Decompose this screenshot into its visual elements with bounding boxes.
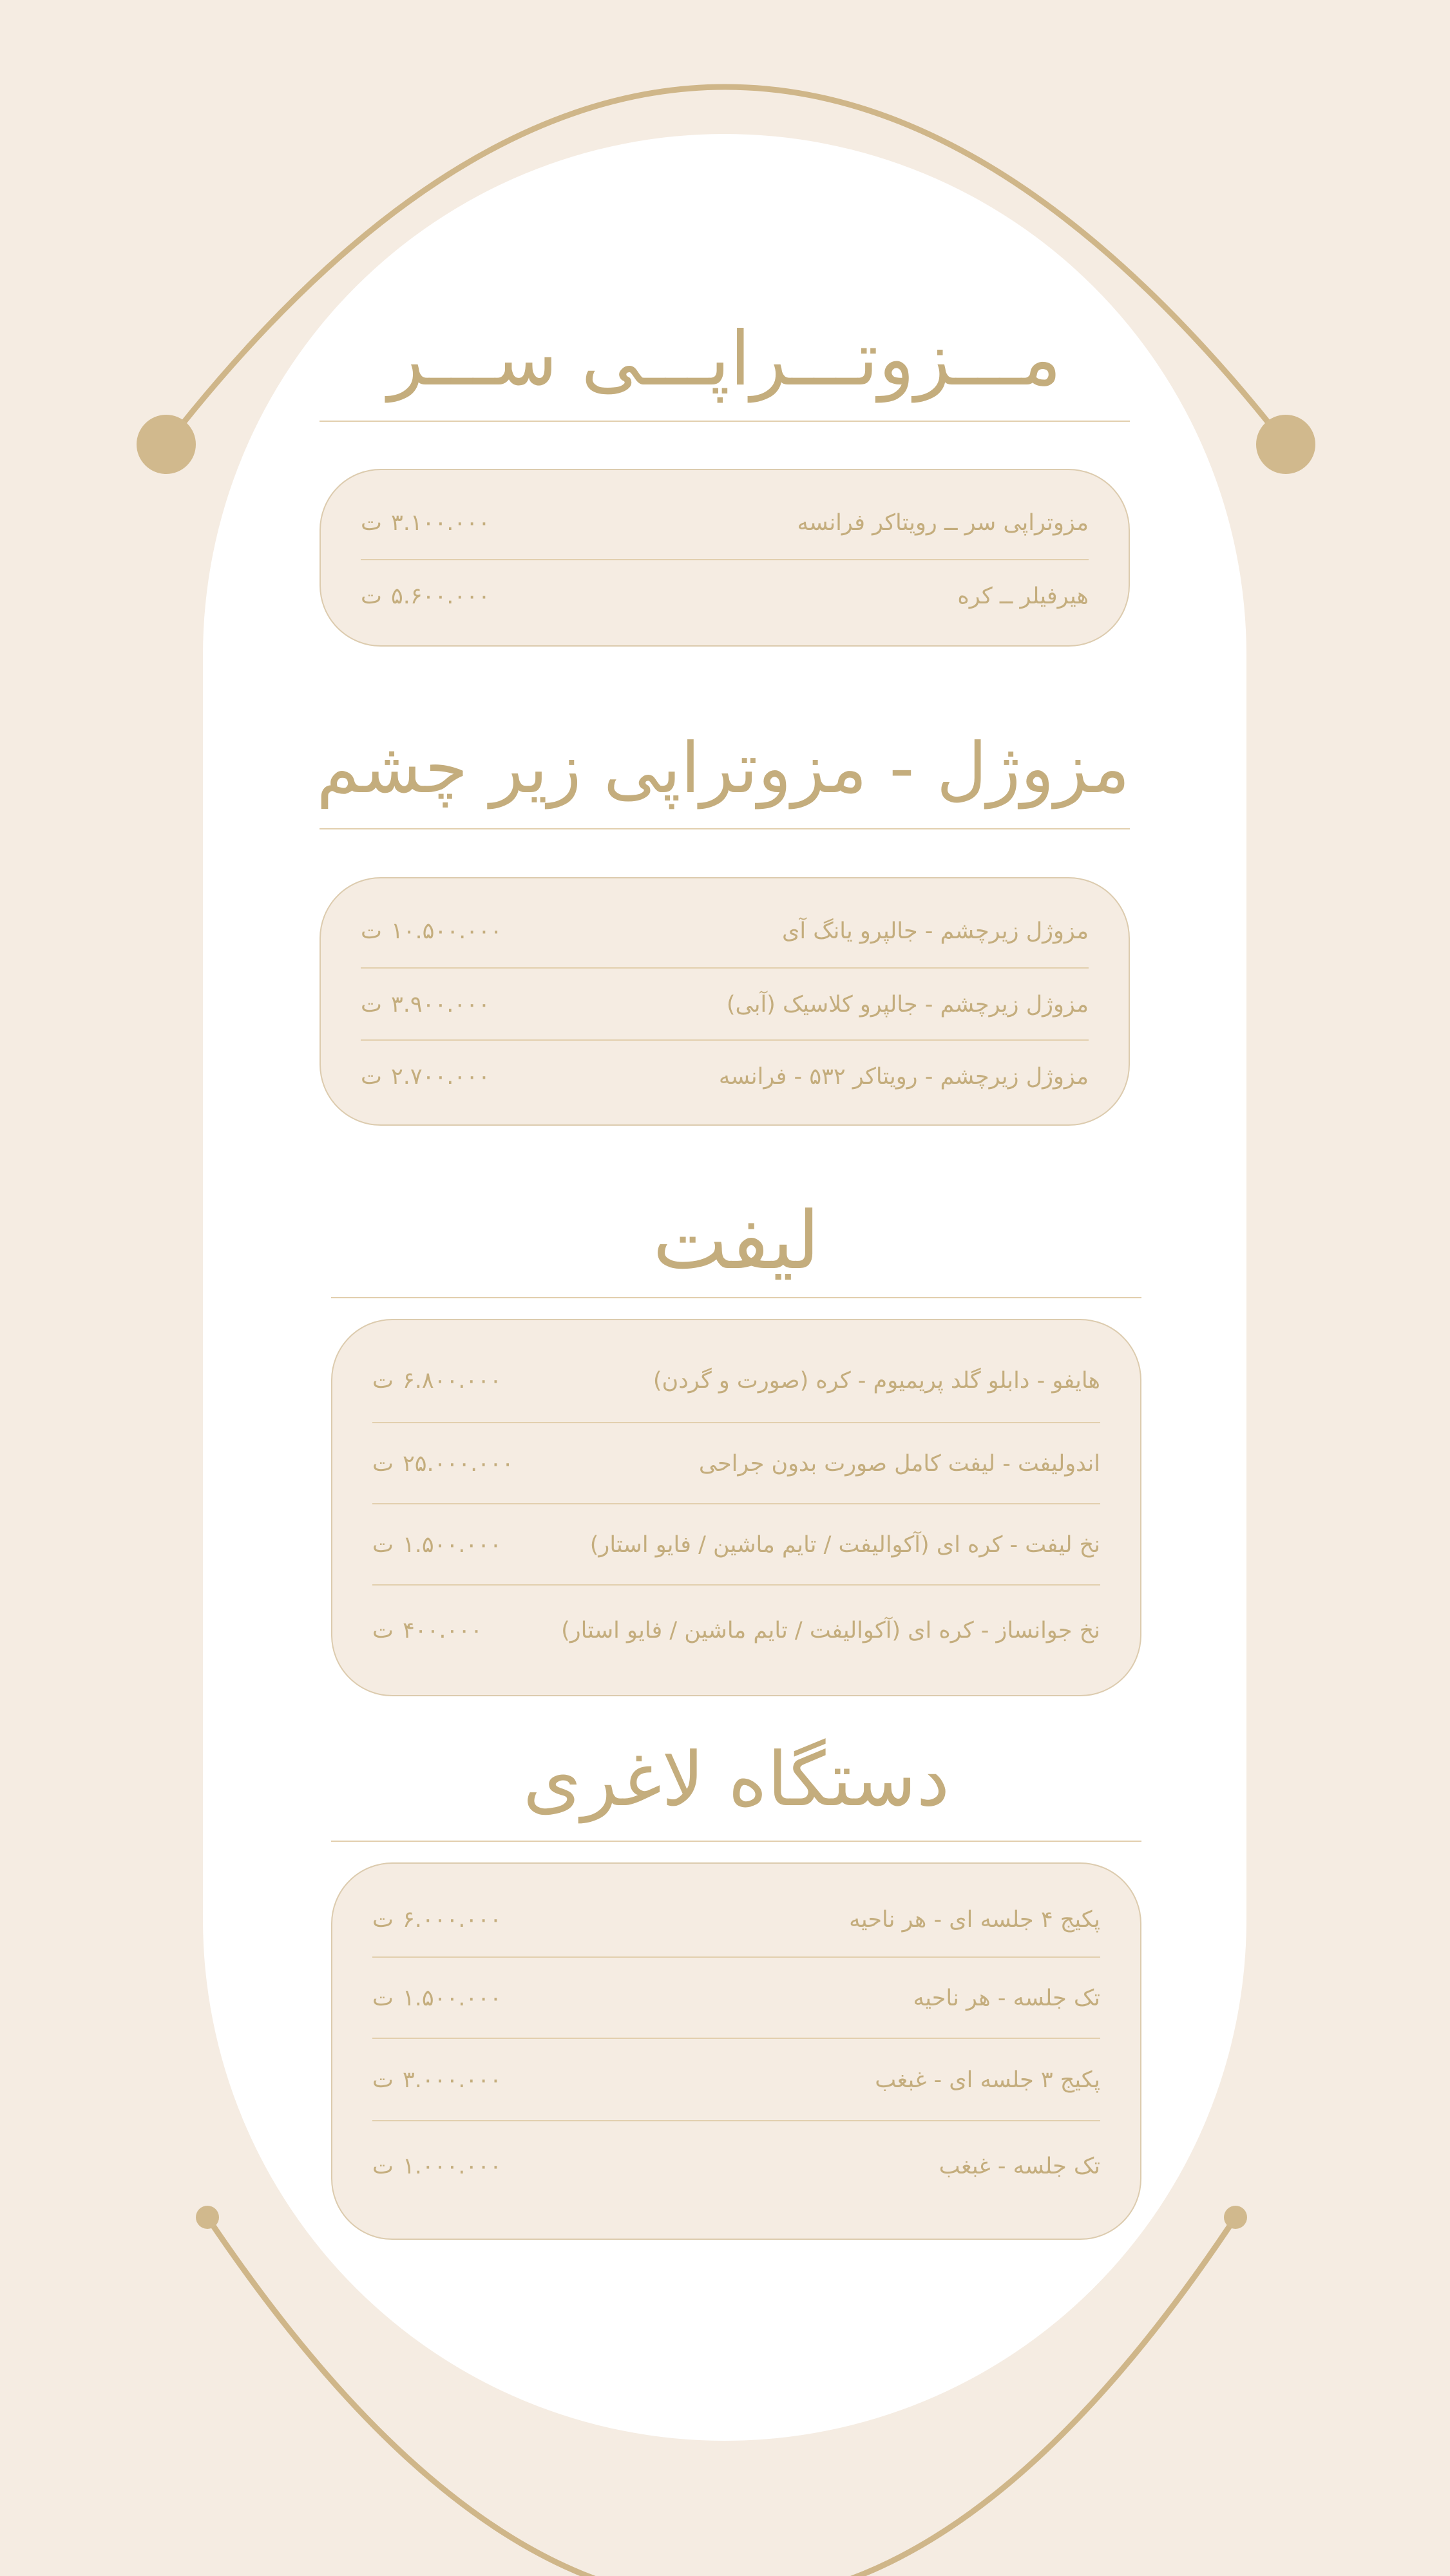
section-title: مـــزوتـــراپـــی ســـر — [388, 316, 1062, 402]
item-price — [372, 1368, 502, 1394]
price-card — [320, 877, 1130, 1126]
price-row — [361, 967, 1089, 1041]
currency-label: ت — [372, 1618, 394, 1643]
price-value: ۳.۰۰۰.۰۰۰ — [402, 2067, 502, 2093]
price-card — [320, 469, 1130, 647]
item-name: مزوتراپی سر ــ رویتاکر فرانسه — [797, 510, 1089, 536]
price-row — [372, 2120, 1100, 2211]
price-row — [372, 1956, 1100, 2039]
section-divider — [320, 421, 1130, 422]
item-name: تک جلسه - هر ناحیه — [913, 1985, 1100, 2011]
item-price — [372, 1985, 502, 2011]
price-row — [361, 559, 1089, 632]
section-divider — [320, 828, 1130, 829]
item-name: پکیج ۴ جلسه ای - هر ناحیه — [849, 1907, 1100, 1933]
item-price — [361, 992, 490, 1018]
item-name: نخ لیفت - کره ای (آکوالیفت / تایم ماشین / فایو استار) — [589, 1532, 1100, 1558]
price-row — [372, 2038, 1100, 2121]
item-price — [372, 2154, 502, 2179]
item-price — [372, 2067, 502, 2093]
price-value: ۳.۱۰۰.۰۰۰ — [390, 510, 490, 536]
price-value: ۲۵.۰۰۰.۰۰۰ — [402, 1451, 514, 1477]
price-row — [361, 487, 1089, 559]
item-price — [361, 583, 490, 609]
currency-label: ت — [372, 2154, 394, 2179]
price-row — [372, 1503, 1100, 1586]
currency-label: ت — [372, 1907, 394, 1933]
item-price — [372, 1907, 502, 1933]
price-row — [372, 1584, 1100, 1676]
currency-label: ت — [361, 510, 382, 536]
price-value: ۱۰.۵۰۰.۰۰۰ — [390, 918, 502, 944]
item-price — [372, 1618, 482, 1643]
price-value: ۲.۷۰۰.۰۰۰ — [390, 1064, 490, 1090]
item-price — [361, 918, 502, 944]
bottom-left-dot — [196, 2206, 219, 2229]
price-value: ۴۰۰.۰۰۰ — [402, 1618, 482, 1643]
item-name: هایفو - دابلو گلد پریمیوم - کره (صورت و گردن) — [653, 1368, 1100, 1394]
item-name: نخ جوانساز - کره ای (آکوالیفت / تایم ماشین / فایو استار) — [561, 1618, 1100, 1643]
section-title: لیفت — [653, 1195, 820, 1287]
top-right-dot — [1256, 415, 1315, 474]
price-card — [331, 1862, 1141, 2240]
section-divider — [331, 1297, 1141, 1298]
item-name: هیرفیلر ــ کره — [957, 583, 1089, 609]
price-value: ۶.۰۰۰.۰۰۰ — [402, 1907, 502, 1933]
item-name: مزوژل زیرچشم - رویتاکر ۵۳۲ - فرانسه — [718, 1064, 1089, 1090]
price-card — [331, 1319, 1141, 1696]
price-row — [361, 1039, 1089, 1113]
item-price — [361, 510, 490, 536]
price-row — [372, 1422, 1100, 1504]
price-value: ۱.۵۰۰.۰۰۰ — [402, 1532, 502, 1558]
section-title: دستگاه لاغری — [522, 1736, 950, 1823]
currency-label: ت — [361, 1064, 382, 1090]
price-value: ۱.۰۰۰.۰۰۰ — [402, 2154, 502, 2179]
currency-label: ت — [372, 1368, 394, 1394]
item-name: اندولیفت - لیفت کامل صورت بدون جراحی — [698, 1451, 1100, 1477]
currency-label: ت — [361, 992, 382, 1018]
bottom-right-dot — [1224, 2206, 1247, 2229]
currency-label: ت — [361, 918, 382, 944]
price-value: ۵.۶۰۰.۰۰۰ — [390, 583, 490, 609]
item-name: تک جلسه - غبغب — [939, 2154, 1100, 2179]
price-value: ۱.۵۰۰.۰۰۰ — [402, 1985, 502, 2011]
currency-label: ت — [372, 1985, 394, 2011]
item-price — [361, 1064, 490, 1090]
item-price — [372, 1532, 502, 1558]
currency-label: ت — [372, 2067, 394, 2093]
top-left-dot — [137, 415, 196, 474]
currency-label: ت — [372, 1532, 394, 1558]
item-name: پکیج ۳ جلسه ای - غبغب — [875, 2067, 1100, 2093]
price-row — [372, 1883, 1100, 1956]
price-value: ۳.۹۰۰.۰۰۰ — [390, 992, 490, 1018]
item-name: مزوژل زیرچشم - جالپرو کلاسیک (آبی) — [726, 992, 1089, 1018]
currency-label: ت — [372, 1451, 394, 1477]
section-title: مزوژل - مزوتراپی زیر چشم — [316, 728, 1130, 809]
section-divider — [331, 1841, 1141, 1842]
item-price — [372, 1451, 514, 1477]
price-value: ۶.۸۰۰.۰۰۰ — [402, 1368, 502, 1394]
price-row — [372, 1340, 1100, 1422]
item-name: مزوژل زیرچشم - جالپرو یانگ آی — [782, 918, 1089, 944]
price-row — [361, 895, 1089, 967]
currency-label: ت — [361, 583, 382, 609]
